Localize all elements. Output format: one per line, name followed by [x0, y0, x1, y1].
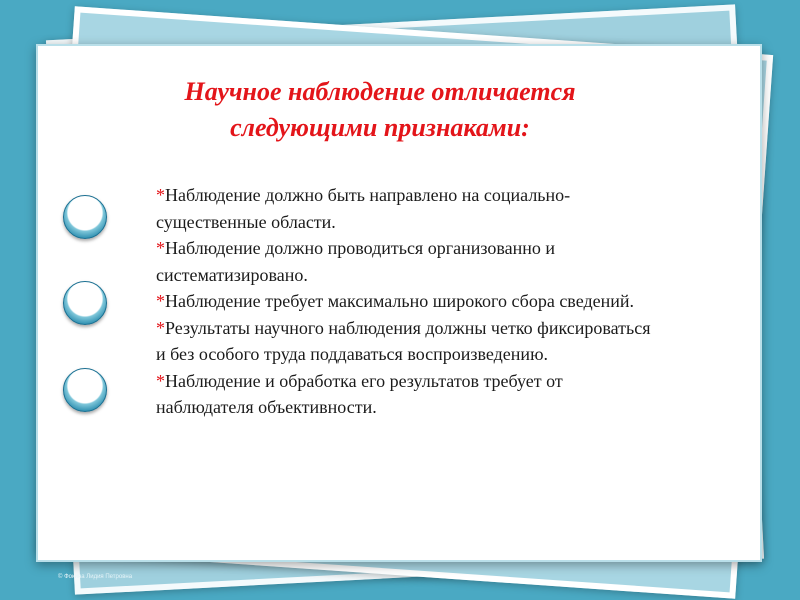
list-item-text: Наблюдение и обработка его результатов требует от наблюдателя объективности.: [156, 370, 563, 417]
list-item: [156, 235, 656, 288]
decorative-ring-icon: [63, 281, 107, 325]
list-item: [156, 182, 656, 235]
list-item: [156, 288, 656, 315]
list-item-text: Наблюдение должно проводиться организованно и систематизировано.: [156, 238, 556, 285]
title-line-2: следующими признаками:: [230, 113, 530, 142]
list-item: [156, 315, 656, 368]
star-marker: *: [156, 370, 165, 391]
decorative-ring-icon: [63, 195, 107, 239]
footer-credit: © Фокина Лидия Петровна: [58, 574, 133, 580]
star-marker: *: [156, 238, 165, 258]
list-item-text: Наблюдение требует максимально широкого сбора сведений.: [165, 291, 634, 311]
title-line-1: Научное наблюдение отличается: [184, 77, 576, 106]
slide-title: [90, 74, 670, 146]
list-item-text: Результаты научного наблюдения должны четко фиксироваться и без особого труда поддаваться воспроизведению.: [156, 317, 651, 364]
slide-content: [156, 182, 656, 421]
star-marker: *: [156, 291, 165, 311]
star-marker: *: [156, 317, 165, 338]
decorative-ring-icon: [63, 368, 107, 412]
star-marker: *: [156, 185, 165, 205]
list-item-text: Наблюдение должно быть направлено на социально-существенные области.: [156, 185, 571, 232]
list-item: [156, 368, 656, 421]
